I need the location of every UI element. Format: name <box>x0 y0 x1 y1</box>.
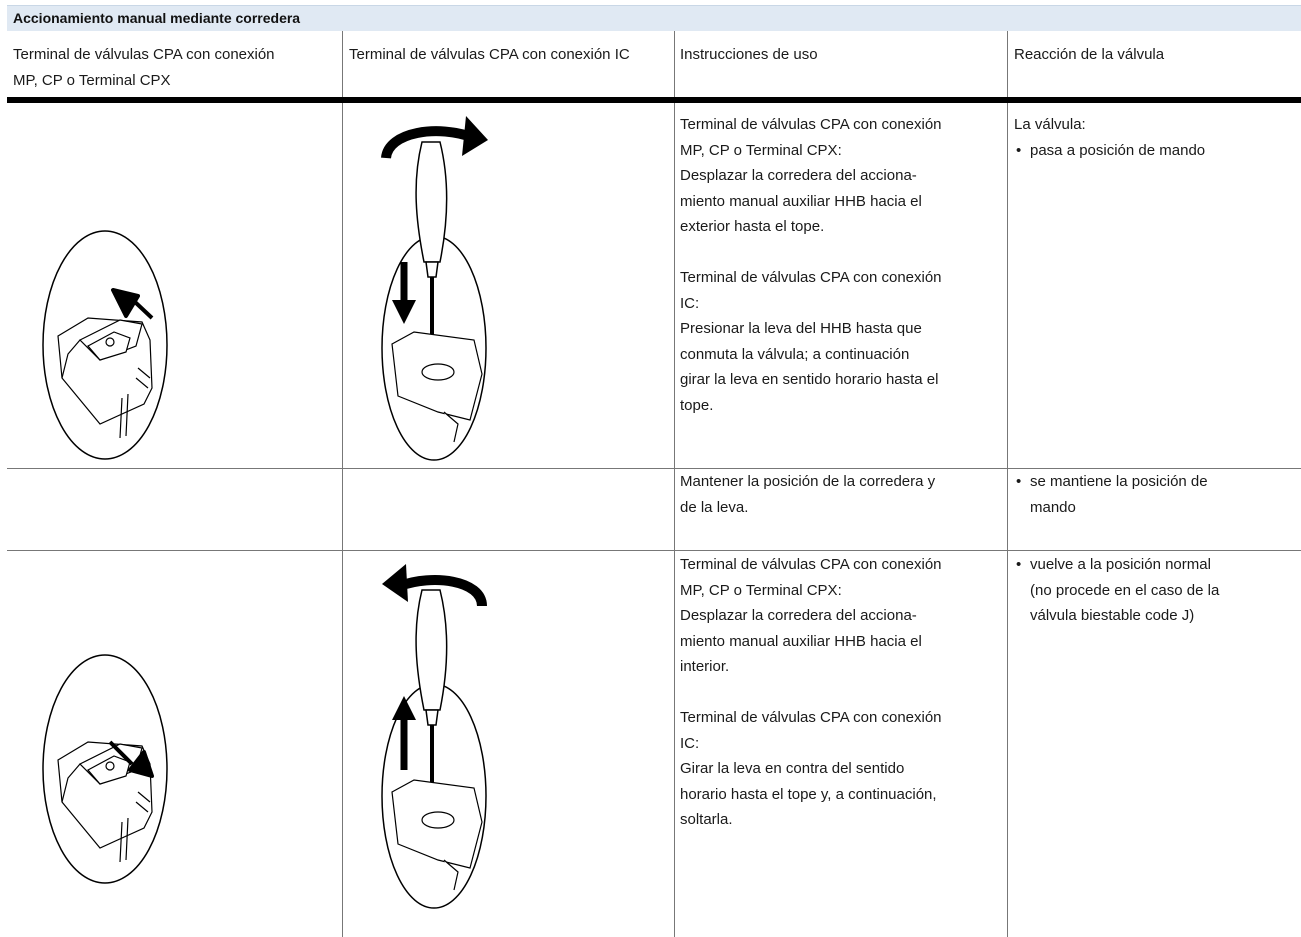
text-line: MP, CP o Terminal CPX: <box>680 141 842 159</box>
bullet-item: • se mantiene la posición de <box>1014 469 1208 495</box>
text-line: Desplazar la corredera del acciona- <box>680 607 917 624</box>
reaction-intro: La válvula: <box>1014 116 1086 133</box>
text-line: exterior hasta el tope. <box>680 218 825 235</box>
row-divider <box>7 550 1301 551</box>
bullet-continuation: válvula biestable code J) <box>1030 607 1195 624</box>
row1-instructions <box>680 112 942 418</box>
text-line: soltarla. <box>680 811 733 828</box>
text-line: Terminal de válvulas CPA con conexión <box>680 556 942 573</box>
screwdriver-press-turn-illustration <box>378 112 496 462</box>
row3-reaction <box>1014 552 1219 629</box>
slider-outward-illustration <box>40 228 170 462</box>
header-separator <box>7 97 1301 103</box>
row2-instructions <box>680 469 935 520</box>
screwdriver-release-turn-illustration <box>378 560 496 910</box>
header-col-3-text: Instrucciones de uso <box>680 46 818 63</box>
text-line: de la leva. <box>680 498 749 516</box>
bullet-continuation: (no procede en el caso de la <box>1030 581 1220 599</box>
slider-inward-illustration <box>40 652 170 886</box>
blank-line <box>680 680 942 706</box>
text-line: horario hasta el tope y, a continuación, <box>680 785 937 803</box>
column-divider <box>674 31 675 937</box>
table-title: Accionamiento manual mediante corredera <box>13 10 301 26</box>
header-col-1-line-2: MP, CP o Terminal CPX <box>13 71 171 89</box>
text-line: Terminal de válvulas CPA con conexión <box>680 116 942 133</box>
bullet-item: • vuelve a la posición normal <box>1014 552 1219 578</box>
text-line: girar la leva en sentido horario hasta el <box>680 371 939 388</box>
header-col-4-text: Reacción de la válvula <box>1014 46 1165 63</box>
header-col-1-line-1: Terminal de válvulas CPA con conexión <box>13 46 275 63</box>
header-col-3 <box>680 42 818 68</box>
text-line: Desplazar la corredera del acciona- <box>680 167 917 184</box>
text-line: IC: <box>680 734 700 752</box>
blank-line <box>680 240 942 266</box>
text-line: conmuta la válvula; a continuación <box>680 345 910 363</box>
header-col-2-text: Terminal de válvulas CPA con conexión IC <box>349 46 630 63</box>
text-line: MP, CP o Terminal CPX: <box>680 581 842 599</box>
header-col-1 <box>13 42 275 93</box>
column-divider <box>342 31 343 937</box>
text-line: Presionar la leva del HHB hasta que <box>680 320 922 337</box>
text-line: miento manual auxiliar HHB hacia el <box>680 192 922 210</box>
bullet-item: • pasa a posición de mando <box>1014 138 1205 164</box>
text-line: tope. <box>680 396 714 414</box>
text-line: Mantener la posición de la corredera y <box>680 473 936 490</box>
text-line: interior. <box>680 658 730 675</box>
header-col-4 <box>1014 42 1164 68</box>
row2-reaction <box>1014 469 1208 520</box>
text-line: Terminal de válvulas CPA con conexión <box>680 269 942 286</box>
row1-reaction <box>1014 112 1205 163</box>
text-line: Girar la leva en contra del sentido <box>680 760 905 777</box>
text-line: IC: <box>680 294 700 312</box>
column-divider <box>1007 31 1008 937</box>
text-line: Terminal de válvulas CPA con conexión <box>680 709 942 726</box>
text-line: miento manual auxiliar HHB hacia el <box>680 632 922 650</box>
header-col-2 <box>349 42 630 68</box>
table-title-bar <box>7 5 1301 31</box>
row3-instructions <box>680 552 942 833</box>
bullet-continuation: mando <box>1030 498 1076 516</box>
